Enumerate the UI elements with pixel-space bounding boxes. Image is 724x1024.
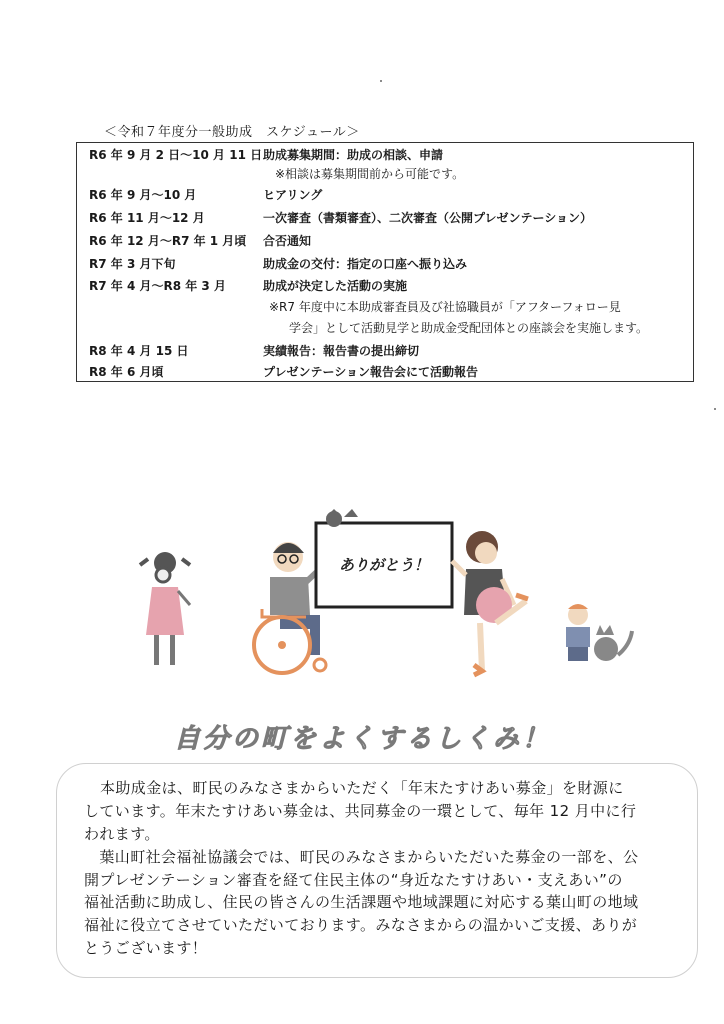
schedule-row [77, 342, 693, 360]
schedule-table [76, 142, 694, 382]
schedule-row [77, 209, 693, 227]
schedule-note: ※R7 年度中に本助成審査員及び社協職員が「アフターフォロー見 [269, 300, 621, 314]
schedule-text: 助成募集期間：助成の相談、申請 [263, 148, 444, 162]
child-cat-figure [566, 604, 632, 661]
schedule-date: R7 年 3 月下旬 [89, 257, 176, 271]
schedule-date: R6 年 11 月～12 月 [89, 211, 205, 225]
schedule-text: ヒアリング [263, 188, 323, 202]
schedule-text: 助成金の交付：指定の口座へ振り込み [263, 257, 468, 271]
schedule-title: ＜令和７年度分一般助成 スケジュール＞ [104, 125, 360, 140]
speck [714, 408, 716, 410]
schedule-text: 一次審査（書類審査）、二次審査（公開プレゼンテーション） [263, 211, 593, 225]
schedule-row [77, 146, 693, 164]
speck [380, 80, 382, 82]
slogan-heading: 自分の町をよくするしくみ！ [174, 724, 552, 754]
schedule-date: R8 年 6 月頃 [89, 365, 164, 379]
schedule-row [77, 363, 693, 381]
schedule-date: R6 年 9 月～10 月 [89, 188, 197, 202]
schedule-date: R6 年 9 月 2 日～10 月 11 日 [89, 148, 263, 162]
schedule-text: プレゼンテーション報告会にて活動報告 [263, 365, 479, 379]
schedule-note: ※相談は募集期間前から可能です。 [275, 167, 465, 181]
thank-you-sign [316, 509, 452, 607]
schedule-row [77, 277, 693, 295]
woman-figure [452, 531, 528, 675]
schedule-date: R8 年 4 月 15 日 [89, 344, 189, 358]
info-line: しています。年末たすけあい募金は、共同募金の一環として、毎年 12 月中に行 [84, 802, 637, 820]
info-line: 福祉活動に助成し、住民の皆さんの生活課題や地域課題に対応する葉山町の地域 [84, 893, 639, 911]
info-line: 葉山町社会福祉協議会では、町民のみなさまからいただいた募金の一部を、公 [84, 848, 639, 866]
schedule-note: 学会」として活動見学と助成金受配団体との座談会を実施します。 [289, 321, 649, 335]
info-line: とうございます！ [84, 939, 208, 957]
schedule-text: 実績報告：報告書の提出締切 [263, 344, 420, 358]
schedule-date: R7 年 4 月～R8 年 3 月 [89, 279, 226, 293]
schedule-date: R6 年 12 月～R7 年 1 月頃 [89, 234, 247, 248]
sign-text: ありがとう！ [338, 556, 430, 574]
schedule-row [77, 232, 693, 250]
info-line: われます。 [84, 825, 160, 843]
community-illustration [130, 505, 650, 695]
info-line: 福祉に役立てさせていただいております。みなさまからの温かいご支援、ありが [84, 916, 638, 934]
schedule-row [77, 186, 693, 204]
schedule-row [77, 255, 693, 273]
info-line: 本助成金は、町民のみなさまからいただく「年末たすけあい募金」を財源に [100, 779, 624, 797]
schedule-text: 助成が決定した活動の実施 [263, 279, 408, 293]
schedule-text: 合否通知 [263, 234, 312, 248]
info-line: 開プレゼンテーション審査を経て住民主体の“身近なたすけあい・支えあい”の [84, 871, 623, 889]
girl-figure [140, 552, 190, 665]
